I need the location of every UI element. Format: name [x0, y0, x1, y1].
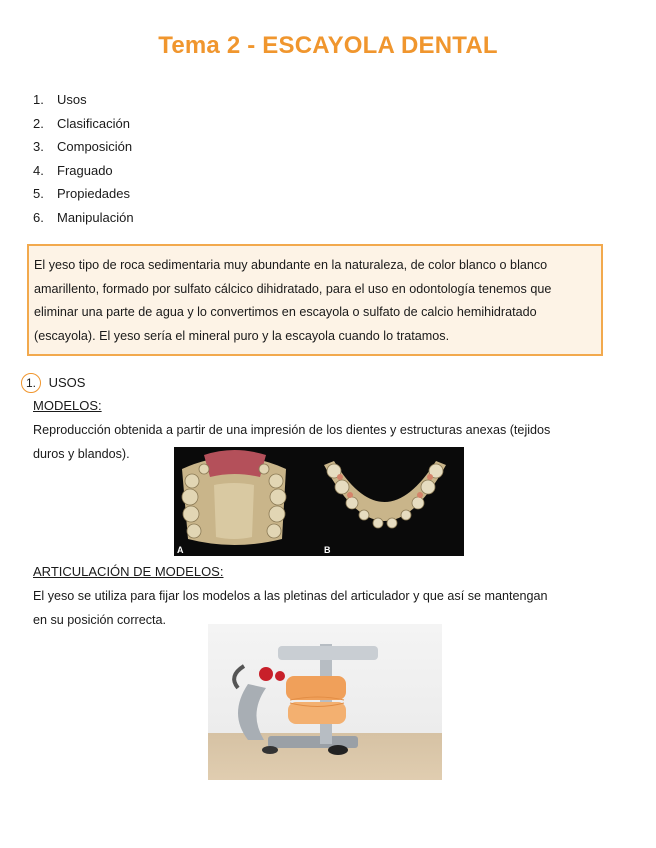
- toc-item: [33, 206, 134, 230]
- section-title: USOS: [48, 375, 86, 390]
- dental-models-illustration: [174, 447, 464, 556]
- toc-item-number: 5.: [33, 186, 44, 201]
- toc-item-label: Manipulación: [57, 209, 134, 225]
- toc-item-number: 1.: [33, 92, 44, 107]
- toc-item: [33, 88, 134, 112]
- model-b-lower-arch: [324, 461, 446, 528]
- toc-item-number: 4.: [33, 162, 44, 178]
- section-usos-heading: [25, 373, 86, 393]
- toc-item-label: Propiedades: [57, 186, 130, 201]
- articulacion-heading: ARTICULACIÓN DE MODELOS:: [33, 564, 224, 579]
- toc-item-label: Fraguado: [57, 162, 113, 178]
- toc-item: [33, 135, 134, 159]
- table-of-contents: [33, 88, 134, 229]
- toc-item-number: 3.: [33, 139, 44, 154]
- intro-line: (escayola). El yeso sería el mineral puro y la escayola cuando lo tratamos.: [34, 328, 450, 343]
- model-a-upper-arch: [182, 450, 286, 545]
- intro-line: amarillento, formado por sulfato cálcico dihidratado, para el uso en odontología tenemos que: [34, 281, 552, 296]
- paragraph-line: El yeso se utiliza para fijar los modelos a las pletinas del articulador y que así se mantengan: [33, 589, 548, 603]
- toc-item: [33, 159, 134, 183]
- paragraph-line: Reproducción obtenida a partir de una impresión de los dientes y estructuras anexas (tejidos: [33, 423, 551, 437]
- toc-item: [33, 182, 134, 206]
- toc-item: [33, 112, 134, 136]
- paragraph-line: duros y blandos).: [33, 447, 130, 461]
- image-label-b: B: [324, 545, 331, 555]
- section-number-circle: 1.: [21, 373, 41, 393]
- dental-models-photo: [174, 447, 464, 556]
- intro-line: El yeso tipo de roca sedimentaria muy abundante en la naturaleza, de color blanco o blanco: [34, 258, 548, 272]
- paragraph-line: en su posición correcta.: [33, 613, 167, 627]
- toc-item-label: Composición: [57, 139, 133, 154]
- toc-item-label: Usos: [57, 92, 87, 107]
- toc-item-number: 6.: [33, 209, 44, 225]
- toc-item-number: 2.: [33, 115, 44, 131]
- intro-line: eliminar una parte de agua y lo convertimos en escayola o sulfato de calcio hemihidratado: [34, 305, 537, 319]
- image-label-a: A: [177, 545, 184, 555]
- modelos-heading: MODELOS:: [33, 398, 102, 413]
- intro-callout-box: [27, 244, 603, 356]
- articulator-photo: [208, 624, 442, 780]
- articulator-illustration: [208, 624, 442, 780]
- document-title: Tema 2 - ESCAYOLA DENTAL: [158, 32, 498, 59]
- toc-item-label: Clasificación: [57, 115, 130, 131]
